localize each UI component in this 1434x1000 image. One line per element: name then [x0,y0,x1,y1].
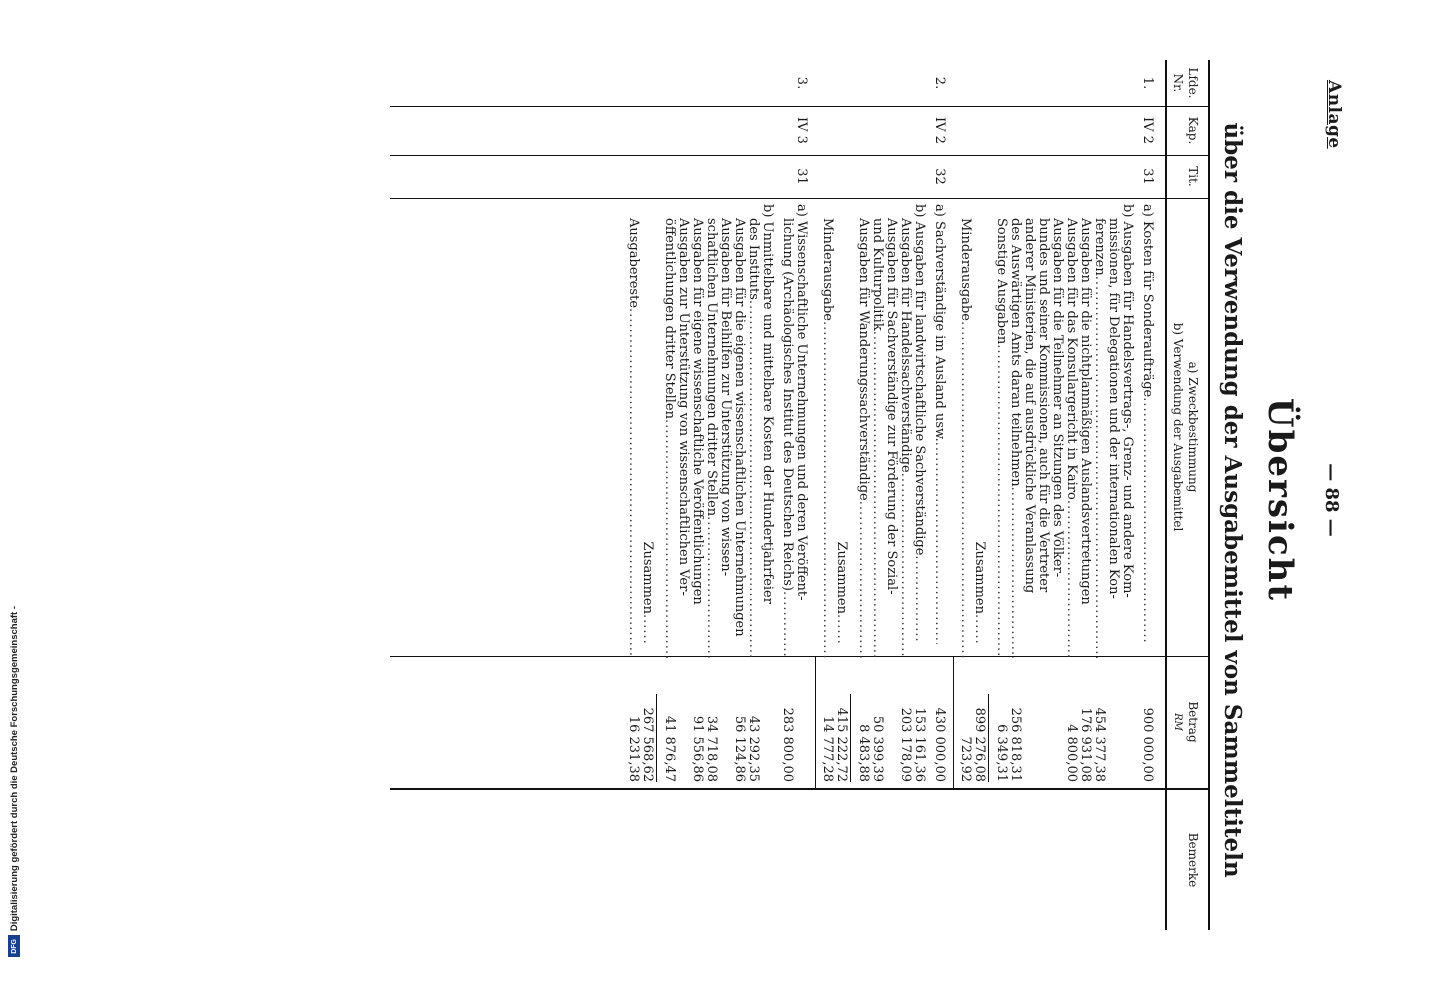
leader-dots [1064,500,1078,658]
line-text: Minderausgabe [958,218,973,321]
sum-rule [988,694,989,782]
line-text: Zusammen [972,541,987,614]
line-text: Ausgaben zur Unterstützung von wissenschaftlichen Ver- [676,218,691,596]
line-text: Ausgaben für das Konsulargericht in Kairo [1064,218,1079,500]
header-bottom-rule [1165,60,1167,930]
leader-dots [958,321,972,658]
line-text: Ausgaben für die eigenen wissenschaftlichen Unternehmungen [732,218,747,637]
subtotal-amount: 415 222,72 [834,707,849,782]
row-kap: IV 2 [1140,117,1155,144]
line-text: b) Ausgaben für landwirtschaftliche Sachverständige [912,204,927,556]
line-text: schaftlichen Unternehmungen dritter Stellen [704,218,719,517]
row-number: 1. [1140,76,1155,90]
description-line [780,204,794,658]
line-amount: 91 556,86 [690,715,705,782]
header-betrag-unit: RM [1172,713,1183,731]
line-text: bundes und seiner Kommissionen, auch für die Vertreter [1036,218,1051,593]
line-text: missionen, für Delegationen und der internationalen Kon- [1106,218,1121,599]
leader-dots [780,591,794,658]
line-amount: 283 800,00 [780,707,795,782]
subtotal-line [834,204,848,656]
group-separator [953,656,954,788]
line-amount: 430 000,00 [932,707,947,782]
line-text: Ausgaben für eigene wissenschaftliche Veröffentlichungen [690,218,705,605]
line-text: Ausgabereste [626,218,641,309]
line-amount: 203 178,09 [898,707,913,782]
page-subtitle: über die Verwendung der Ausgabemittel von Sammeltiteln [1219,122,1246,878]
leader-dots [972,614,986,644]
description-line [676,204,690,658]
leader-dots [640,614,654,644]
line-amount: 900 000,00 [1140,707,1155,782]
col-rule-3 [390,198,1210,199]
description-line [1120,204,1134,644]
line-text: a) Sachverständige im Ausland usw. [932,204,947,442]
subtotal-line [972,204,986,656]
description-line [1078,204,1092,658]
description-line [870,204,884,658]
header-betrag [1170,656,1200,788]
line-text: des Auswärtigen Amts daran teilnehmen [1008,218,1023,487]
description-line [1064,204,1078,658]
description-line [1106,204,1120,658]
line-amount: 50 399,39 [870,715,885,782]
line-text: Ausgaben für die nichtplanmäßigen Auslandsvertretungen [1078,218,1093,605]
line-amount: 56 124,86 [732,715,747,782]
description-line [718,204,732,658]
row-tit: 32 [932,168,947,185]
line-text: Minderausgabe [820,218,835,321]
description-line [1140,204,1154,644]
leader-dots [662,419,676,658]
description-line [1008,204,1022,658]
line-text: b) Ausgaben für Handelsvertrags-, Grenz- und andere Kom- [1120,204,1135,598]
header-kap: Kap. [1186,116,1200,145]
leader-dots [1092,276,1106,658]
description-line [994,204,1008,658]
page-title: Übersicht [1260,397,1300,603]
description-line [1036,204,1050,658]
leader-dots [870,331,884,658]
leader-dots [898,473,912,658]
line-text: Ausgaben für Sachverständige zur Förderung der Sozial- [884,218,899,595]
leader-dots [820,321,834,658]
leader-dots [626,308,640,658]
leader-dots [994,344,1008,658]
logo-text: DFG [10,938,18,954]
description-line [932,204,946,644]
line-text: Ausgaben für die Teilnehmer an Sitzungen des Völker- [1050,218,1065,578]
row-tit: 31 [794,168,809,185]
header-betrag-label: Betrag [1186,701,1200,743]
line-text: anderer Ministerien, die auf ausdrückliche Veranlassung [1022,218,1037,594]
description-line [820,204,834,658]
line-amount: 454 377,38 [1092,707,1107,782]
line-text: a) Wissenschaftliche Unternehmungen und deren Veröffent- [794,204,809,601]
table-top-rule [1208,60,1210,930]
line-text: lichung (Archäologisches Institut des Deutschen Reichs) [780,218,795,591]
line-amount: 4 800,00 [1064,724,1079,782]
line-text: des Instituts [746,218,761,300]
row-number: 3. [794,76,809,90]
line-amount: 16 231,38 [626,715,641,782]
row-kap: IV 2 [932,117,947,144]
sum-rule [850,694,851,782]
description-line [958,204,972,658]
description-line [690,204,704,658]
line-text: b) Unmittelbare und mittelbare Kosten der Hundertjahrfeier [760,204,775,604]
description-line [626,204,640,658]
description-line [912,204,926,644]
subtotal-line [640,204,654,656]
line-amount: 723,92 [958,736,973,782]
line-text: ferenzen [1092,218,1107,276]
line-amount: 34 718,08 [704,715,719,782]
description-line [704,204,718,658]
line-amount: 8 483,88 [856,724,871,782]
line-text: a) Kosten für Sonderaufträge [1140,204,1155,398]
digitization-credit [2,606,26,994]
leader-dots [932,442,946,644]
group-separator [815,656,816,788]
leader-dots [834,614,848,644]
line-amount: 6 349,31 [994,724,1009,782]
header-purpose: a) Zweckbestimmung b) Verwendung der Ausgabemittel [1171,322,1200,532]
leader-dots [856,501,870,658]
rotated-page [90,60,1370,940]
description-line [662,204,676,658]
line-amount: 14 777,28 [820,715,835,782]
description-line [732,204,746,658]
leader-dots [704,516,718,658]
description-line [1022,204,1036,658]
credit-text: Digitalisierung gefördert durch die Deutsche Forschungsgemeinschaft - [8,606,20,932]
description-line [746,204,760,658]
line-text: öffentlichungen dritter Stellen [662,218,677,419]
col-rule-5 [390,788,1210,790]
description-line [856,204,870,658]
leader-dots [746,300,760,658]
dfg-logo [8,935,20,957]
row-tit: 31 [1140,168,1155,185]
header-tit: Tit. [1186,166,1200,187]
header-bemerke: Bemerke [1186,832,1200,888]
line-text: Zusammen [834,541,849,614]
line-text: Sonstige Ausgaben [994,218,1009,345]
anlage-label: Anlage [1324,80,1344,149]
sum-rule [656,694,657,782]
page-number: — 88 — [1321,463,1342,537]
line-text: und Kulturpolitik [870,218,885,331]
expense-table [350,60,1210,930]
row-kap: IV 3 [794,117,809,144]
description-line [884,204,898,658]
line-amount: 176 931,08 [1078,707,1093,782]
description-line [898,204,912,658]
subtotal-amount: 899 276,08 [972,707,987,782]
line-amount: 43 292,35 [746,715,761,782]
line-amount: 153 161,36 [912,707,927,782]
line-text: Ausgaben für Beihilfen zur Unterstützung von wissen- [718,218,733,576]
line-text: Ausgaben für Wanderungssachverständige [856,218,871,501]
line-text: Zusammen [640,541,655,614]
line-text: Ausgaben für Handelssachverständige [898,218,913,473]
leader-dots [912,555,926,644]
description-line [760,204,774,644]
row-number: 2. [932,76,947,90]
leader-dots [1008,487,1022,658]
line-amount: 256 818,31 [1008,707,1023,782]
header-lfde-nr: Lfde. Nr. [1171,67,1200,99]
line-amount: 41 876,47 [662,715,677,782]
description-line [794,204,808,644]
description-line [1092,204,1106,658]
subtotal-amount: 267 568,62 [640,707,655,782]
description-line [1050,204,1064,658]
leader-dots [1140,397,1154,644]
